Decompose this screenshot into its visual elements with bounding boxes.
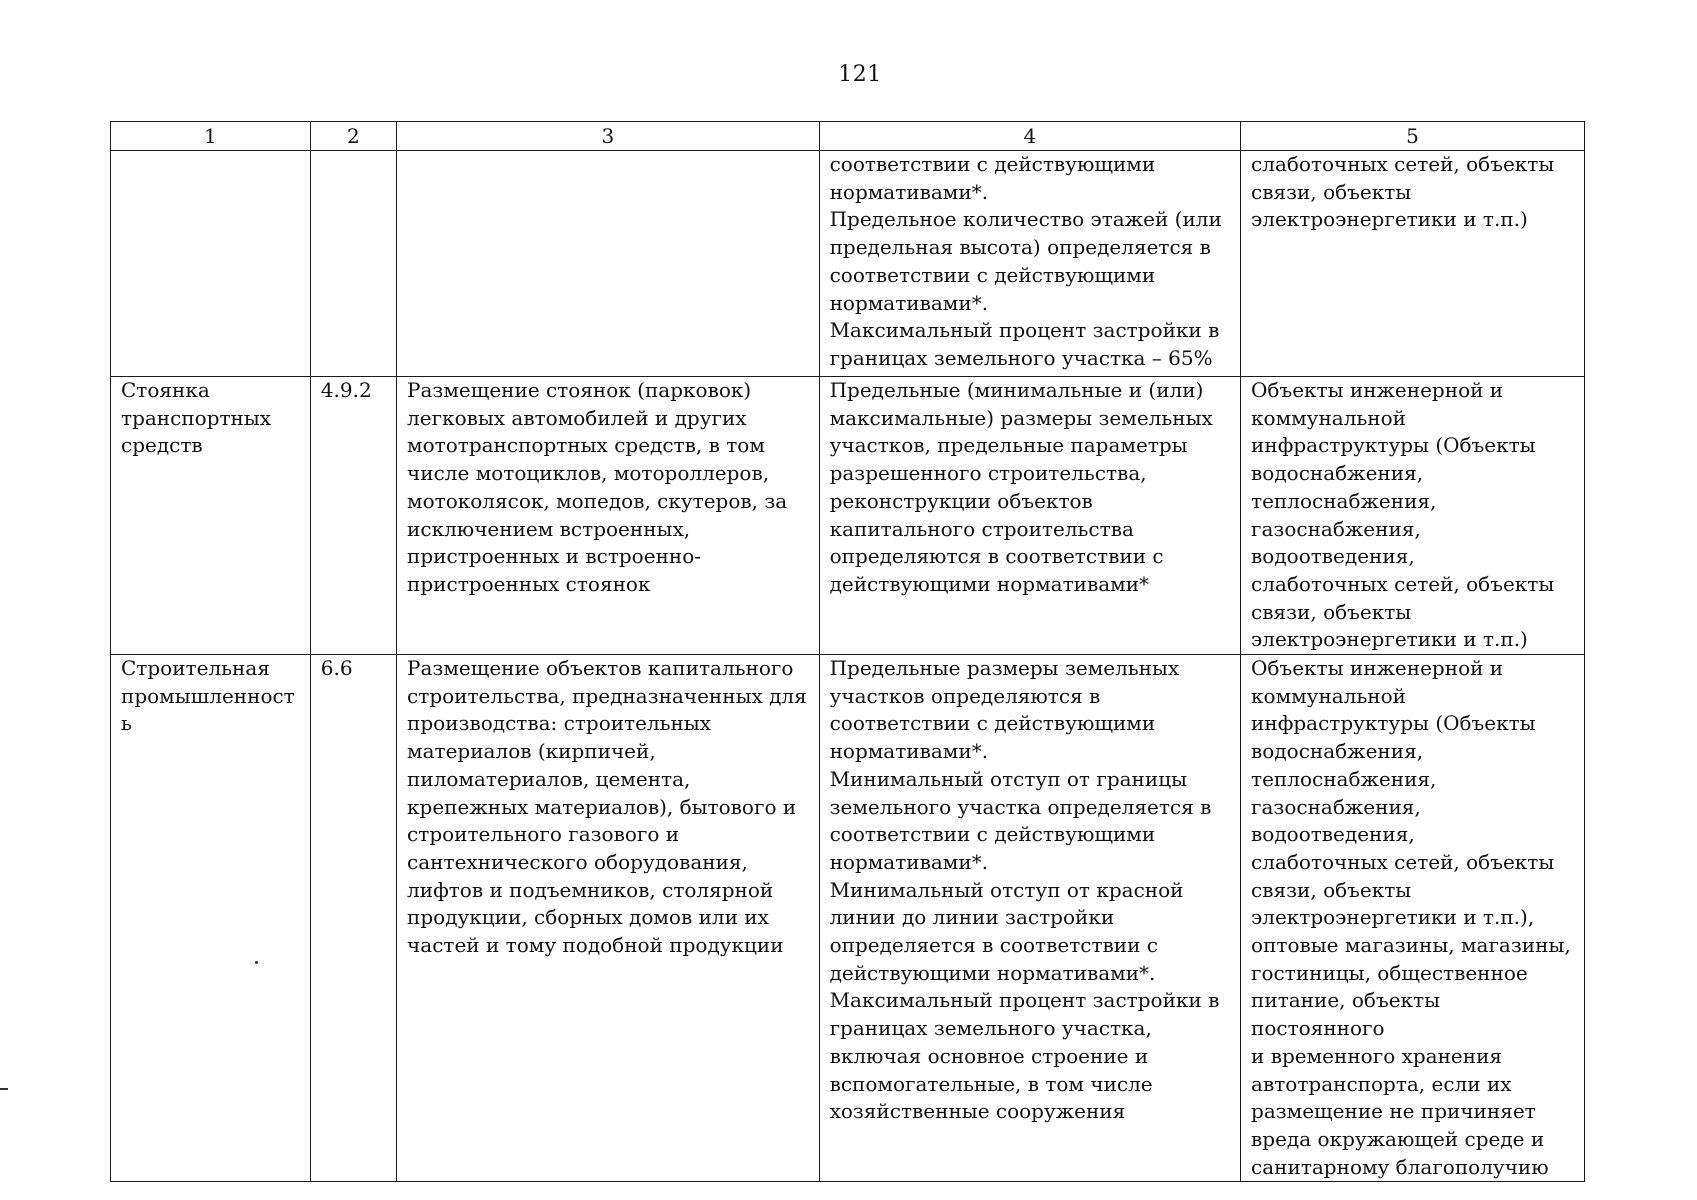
parameters-cell: Предельные размеры земельных участков определяются в соответствии с действующими нормативами*. Минимальный отступ от границы земельного участка определяется в соответствии с действующими нормативами*. Минимальный отступ от красной линии до линии застройки определяется в соответствии с действующими нормативами*. Максимальный процент застройки в границах земельного участка, включая основное строение и вспомогательные, в том числе хозяйственные сооружения xyxy=(819,655,1240,1182)
use-description-cell: Размещение стоянок (парковок) легковых автомобилей и других мототранспортных средств, в том числе мотоциклов, мотороллеров, мотоколясок, мопедов, скутеров, за исключением встроенных, пристроенных и встроенно- пристроенных стоянок xyxy=(397,377,820,655)
column-header-2: 2 xyxy=(310,122,396,151)
column-header-3: 3 xyxy=(397,122,820,151)
table-row xyxy=(111,377,1585,655)
parameters-cell: Предельные (минимальные и (или) максимальные) размеры земельных участков, предельные параметры разрешенного строительства, реконструкции объектов капитального строительства определяются в соответствии с действующими нормативами* xyxy=(819,377,1240,655)
scan-edge-mark xyxy=(0,1088,8,1090)
use-name-cell: Стоянка транспортных средств xyxy=(111,377,311,655)
use-code-cell xyxy=(310,151,396,377)
parameters-cell: соответствии с действующими нормативами*. Предельное количество этажей (или предельная высота) определяется в соответствии с действующими нормативами*. Максимальный процент застройки в границах земельного участка – 65% xyxy=(819,151,1240,377)
use-name-cell: Строительная промышленность xyxy=(111,655,311,1182)
use-name-cell xyxy=(111,151,311,377)
auxiliary-uses-cell: слаботочных сетей, объекты связи, объекты электроэнергетики и т.п.) xyxy=(1241,151,1585,377)
use-description-cell: Размещение объектов капитального строительства, предназначенных для производства: строительных материалов (кирпичей, пиломатериалов, цемента, крепежных материалов), бытового и строительного газового и сантехнического оборудования, лифтов и подъемников, столярной продукции, сборных домов или их частей и тому подобной продукции xyxy=(397,655,820,1182)
auxiliary-uses-cell: Объекты инженерной и коммунальной инфраструктуры (Объекты водоснабжения, теплоснабжения, газоснабжения, водоотведения, слаботочных сетей, объекты связи, объекты электроэнергетики и т.п.) xyxy=(1241,377,1585,655)
auxiliary-uses-cell: Объекты инженерной и коммунальной инфраструктуры (Объекты водоснабжения, теплоснабжения, газоснабжения, водоотведения, слаботочных сетей, объекты связи, объекты электроэнергетики и т.п.), оптовые магазины, магазины, гостиницы, общественное питание, объекты постоянного и временного хранения автотранспорта, если их размещение не причиняет вреда окружающей среде и санитарному благополучию xyxy=(1241,655,1585,1182)
table-header xyxy=(111,122,1585,151)
land-use-table xyxy=(110,121,1585,1182)
page-number: 121 xyxy=(838,62,882,87)
column-header-4: 4 xyxy=(819,122,1240,151)
use-code-cell: 6.6 xyxy=(310,655,396,1182)
scan-artifact-dot xyxy=(255,961,258,964)
use-code-cell: 4.9.2 xyxy=(310,377,396,655)
header-row xyxy=(111,122,1585,151)
table-row xyxy=(111,151,1585,377)
table-row xyxy=(111,655,1585,1182)
table-body xyxy=(111,151,1585,1182)
column-header-1: 1 xyxy=(111,122,311,151)
use-description-cell xyxy=(397,151,820,377)
column-header-5: 5 xyxy=(1241,122,1585,151)
